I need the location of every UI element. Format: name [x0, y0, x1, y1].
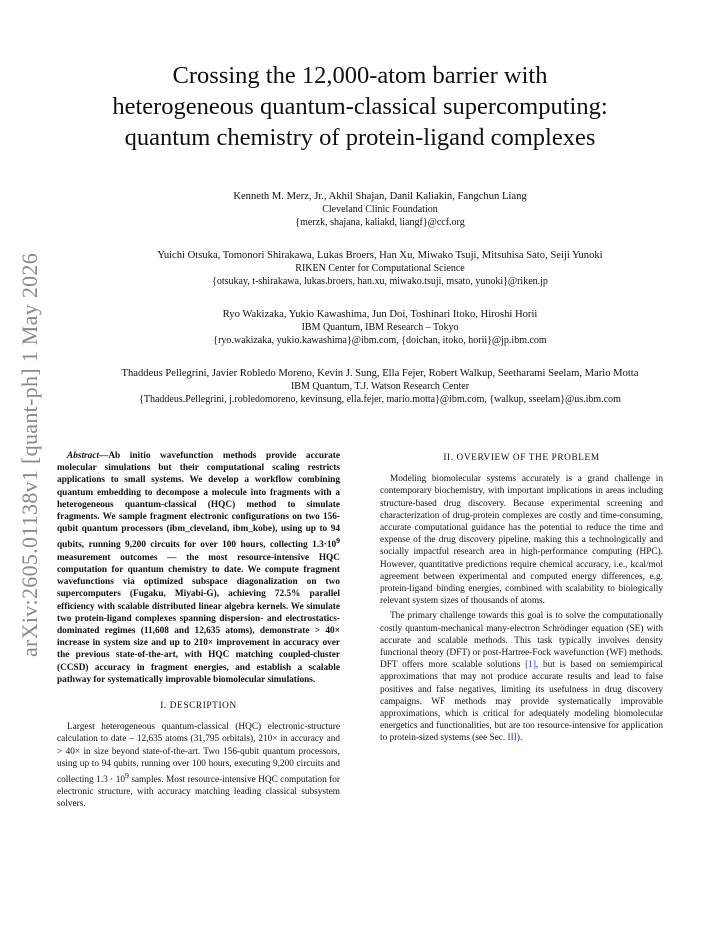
arxiv-identifier-text: arXiv:2605.01138v1 [quant-ph] 1 May 2026 — [17, 252, 43, 658]
author-affiliation: RIKEN Center for Computational Science — [295, 263, 465, 274]
citation-link-1[interactable]: [1] — [525, 660, 536, 671]
description-paragraph — [57, 721, 340, 811]
section-heading-description: I. DESCRIPTION — [160, 700, 237, 711]
overview-paragraph-2 — [380, 610, 663, 744]
author-affiliation: IBM Quantum, T.J. Watson Research Center — [290, 381, 470, 392]
author-names: Kenneth M. Merz, Jr., Akhil Shajan, Danil Kaliakin, Fangchun Liang — [233, 191, 527, 202]
overview-text-1: The primary challenge towards this goal is to solve the computationally costly quantum-mechanical many-electron Schrödinger equation (SE) with accurate and scalable methods. This task typically involves density functional theory (DFT) or post-Hartree-Fock wavefunction (WF) methods. DFT offers more scalable solutions — [380, 611, 663, 671]
author-emails: {ryo.wakizaka, yukio.kawashima}@ibm.com, {doichan, itoko, horii}@jp.ibm.com — [213, 335, 547, 346]
author-group-ibm-tokyo — [40, 308, 720, 347]
author-affiliation: IBM Quantum, IBM Research – Tokyo — [301, 322, 459, 333]
section-reference-link[interactable]: III — [507, 733, 517, 744]
author-group-riken — [40, 249, 720, 288]
abstract-code-2: ibm_kobe — [232, 524, 273, 535]
author-emails: {otsukay, t-shirakawa, lukas.broers, han.xu, miwako.tsuji, msato, yunoki}@riken.jp — [212, 276, 548, 287]
abstract — [57, 450, 340, 686]
author-emails: {Thaddeus.Pellegrini, j.robledomoreno, kevinsung, ella.fejer, mario.motta}@ibm.com, {walkup, sseelam}@us.ibm.com — [139, 394, 621, 405]
author-group-ibm-watson — [40, 367, 720, 406]
author-names: Thaddeus Pellegrini, Javier Robledo Moreno, Kevin J. Sung, Ella Fejer, Robert Walkup, Seetharami Seelam, Mario Motta — [121, 368, 639, 379]
abstract-lead: Abstract — [67, 451, 100, 461]
abstract-dash: — — [99, 451, 109, 461]
overview-paragraph-1: Modeling biomolecular systems accurately is a grand challenge in contemporary biochemistry, with important implications in areas including structure-based drug discovery. Because experimental screening and characterization of drug-protein complexes are costly and time-consuming, accurate computational guidance has the potential to reduce the time and expense of the drug discovery pipeline, making this a technologically and socially impactful research area in high-performance computing (HPC). However, quantitative predictions require chemical accuracy, i.e., kcal/mol agreement between experimental and computed energy differences, e.g. protein-ligand binding energies, combined with scalability to biologically relevant system sizes of thousands of atoms. — [380, 474, 663, 607]
right-column — [380, 450, 663, 748]
title-line-2: heterogeneous quantum-classical supercomputing: — [112, 93, 608, 120]
author-names: Yuichi Otsuka, Tomonori Shirakawa, Lukas Broers, Han Xu, Miwako Tsuji, Mitsuhisa Sato, Seiji Yunoki — [157, 250, 603, 261]
author-emails: {merzk, shajana, kaliakd, liangf}@ccf.org — [295, 217, 465, 228]
abstract-exponent: 9 — [336, 536, 340, 546]
abstract-text-2: ), using up to 94 qubits, running 9,200 circuits for over 100 hours, collecting 1.3·10 — [57, 524, 340, 551]
overview-text-2: , but is based on semiempirical approximations that may not produce accurate results and lead to false positives and false negatives, limiting its usefulness in drug discovery campaigns. WF methods may provide systematically improvable approximations, which is critical for adequately modeling biomolecular energetics and functionalities, but are too resource-intensive for application to protein-sized systems (see Sec. — [380, 660, 663, 744]
abstract-text-1: Ab initio wavefunction methods provide accurate molecular simulations but their computational scaling restricts applications to small systems. We develop a workflow combining quantum embedding to decompose a molecule into fragments with a heterogeneous quantum-classical (HQC) method to simulate fragments. We sample fragment electronic configurations on two 156-qubit quantum processors ( — [57, 451, 340, 535]
overview-text-3: ). — [516, 733, 523, 744]
left-column — [57, 450, 340, 814]
description-exponent: 9 — [125, 770, 129, 780]
author-group-ccf — [40, 190, 720, 229]
description-text-1: Largest heterogeneous quantum-classical (HQC) electronic-structure calculation to date – 12,635 atoms (31,795 orbitals), 210× in accuracy and > 40× in size beyond state-of-the-art. Two 156-qubit quantum processors, using up to 94 qubits, running over 100 hours, executing 9,200 circuits and collecting 1.3 · 10 — [57, 722, 340, 786]
description-text-2: samples. Most resource-intensive HQC computation for electronic structure, with accuracy matching leading classical subsystem solvers. — [57, 775, 340, 810]
section-heading-overview: II. OVERVIEW OF THE PROBLEM — [443, 453, 600, 463]
abstract-text-3: measurement outcomes — the most resource-intensive HQC computation for quantum chemistry to date. We compute fragment wavefunctions via optimized subspace diagonalization on two supercomputers (Fugaku, Miyabi-G), achieving 72.5% parallel efficiency with scalable distributed linear algebra kernels. We simulate two protein-ligand complexes spanning dispersion- and electrostatics-dominated regimes (11,608 and 12,635 atoms), demonstrate > 40× increase in system size and up to 210× improvement in accuracy over the previous state-of-the-art, with HQC matching coupled-cluster (CCSD) accuracy in fragment energies, and establish a scalable pathway for systematically improvable biomolecular simulations. — [57, 552, 340, 685]
title-line-3: quantum chemistry of protein-ligand complexes — [124, 124, 596, 151]
title-line-1: Crossing the 12,000-atom barrier with — [172, 62, 548, 89]
author-names: Ryo Wakizaka, Yukio Kawashima, Jun Doi, Toshinari Itoko, Hiroshi Horii — [222, 309, 538, 320]
abstract-code-1: ibm_cleveland — [169, 524, 227, 535]
abstract-comma: , — [226, 524, 233, 535]
paper-title — [40, 60, 680, 153]
author-affiliation: Cleveland Clinic Foundation — [322, 204, 438, 215]
